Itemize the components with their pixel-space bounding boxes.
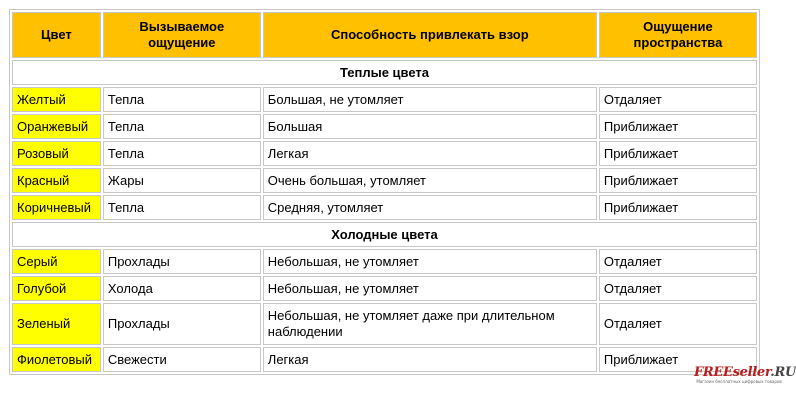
- space-cell: Отдаляет: [599, 249, 757, 274]
- sensation-cell: Прохлады: [103, 249, 261, 274]
- color-perception-table: [9, 9, 760, 375]
- header-sensation: Вызываемое ощущение: [103, 12, 261, 58]
- table-row: [12, 114, 757, 139]
- color-name-cell: Оранжевый: [12, 114, 101, 139]
- color-name-cell: Красный: [12, 168, 101, 193]
- color-name-cell: Фиолетовый: [12, 347, 101, 372]
- table-row: [12, 195, 757, 220]
- attention-cell: Большая, не утомляет: [263, 87, 597, 112]
- color-name-cell: Голубой: [12, 276, 101, 301]
- color-name-cell: Желтый: [12, 87, 101, 112]
- space-cell: Отдаляет: [599, 303, 757, 345]
- header-space: Ощущение пространства: [599, 12, 757, 58]
- space-cell: Приближает: [599, 195, 757, 220]
- watermark-main: FREEseller: [694, 365, 771, 380]
- attention-cell: Большая: [263, 114, 597, 139]
- table-row: [12, 276, 757, 301]
- color-name-cell: Серый: [12, 249, 101, 274]
- sensation-cell: Тепла: [103, 141, 261, 166]
- header-color: Цвет: [12, 12, 101, 58]
- space-cell: Приближает: [599, 168, 757, 193]
- table-row: [12, 347, 757, 372]
- table-row: [12, 168, 757, 193]
- sensation-cell: Тепла: [103, 195, 261, 220]
- attention-cell: Очень большая, утомляет: [263, 168, 597, 193]
- attention-cell: Небольшая, не утомляет даже при длительном наблюдении: [263, 303, 597, 345]
- attention-cell: Небольшая, не утомляет: [263, 249, 597, 274]
- space-cell: Приближает: [599, 347, 757, 372]
- space-cell: Отдаляет: [599, 276, 757, 301]
- attention-cell: Легкая: [263, 347, 597, 372]
- watermark-suffix: .RU: [770, 365, 796, 380]
- header-row: [12, 12, 757, 58]
- sensation-cell: Жары: [103, 168, 261, 193]
- table-row: [12, 87, 757, 112]
- sensation-cell: Свежести: [103, 347, 261, 372]
- header-attention: Способность привлекать взор: [263, 12, 597, 58]
- sensation-cell: Тепла: [103, 87, 261, 112]
- table-row: [12, 303, 757, 345]
- watermark-title: [694, 365, 796, 380]
- attention-cell: Небольшая, не утомляет: [263, 276, 597, 301]
- color-name-cell: Зеленый: [12, 303, 101, 345]
- table-row: [12, 249, 757, 274]
- space-cell: Отдаляет: [599, 87, 757, 112]
- table-row: [12, 141, 757, 166]
- sensation-cell: Тепла: [103, 114, 261, 139]
- sensation-cell: Прохлады: [103, 303, 261, 345]
- color-name-cell: Розовый: [12, 141, 101, 166]
- sensation-cell: Холода: [103, 276, 261, 301]
- attention-cell: Средняя, утомляет: [263, 195, 597, 220]
- space-cell: Приближает: [599, 141, 757, 166]
- section-title-cold: Холодные цвета: [12, 222, 757, 247]
- section-row-cold: [12, 222, 757, 247]
- section-row-warm: [12, 60, 757, 85]
- watermark-logo: [694, 365, 796, 393]
- section-title-warm: Теплые цвета: [12, 60, 757, 85]
- space-cell: Приближает: [599, 114, 757, 139]
- watermark-tagline: Магазин бесплатных цифровых товаров: [696, 379, 782, 384]
- color-name-cell: Коричневый: [12, 195, 101, 220]
- attention-cell: Легкая: [263, 141, 597, 166]
